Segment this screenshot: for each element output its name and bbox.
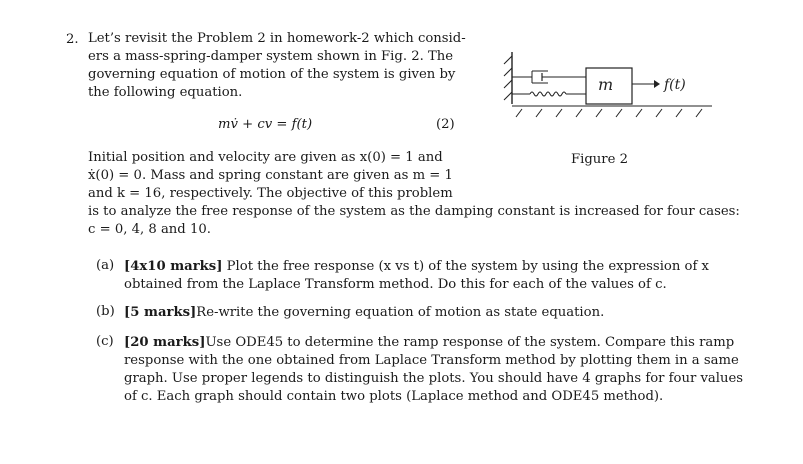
- ground-hatch: [636, 109, 642, 117]
- ground-hatch: [536, 109, 542, 117]
- part-a-line-1: [124, 258, 709, 276]
- ground-hatch: [596, 109, 602, 117]
- ground-hatch: [576, 109, 582, 117]
- part-b-line-1: [124, 304, 604, 322]
- equation-number: (2): [436, 117, 455, 132]
- wall-hatch: [504, 92, 512, 100]
- ground-hatch: [616, 109, 622, 117]
- problem-text-line: ẋ(0) = 0. Mass and spring constant are given as m = 1: [88, 168, 453, 183]
- ground-hatch: [656, 109, 662, 117]
- part-text: Plot the free response (x vs t) of the system by using the expression of x: [226, 259, 709, 274]
- part-marks: [20 marks]: [124, 335, 206, 350]
- part-marks: [5 marks]: [124, 305, 197, 320]
- problem-text-line: is to analyze the free response of the system as the damping constant is increased for four cases:: [88, 204, 740, 219]
- figure-caption: Figure 2: [571, 152, 628, 167]
- part-label: (c): [96, 334, 114, 349]
- governing-equation: mv̇ + cv = f(t): [218, 117, 313, 132]
- problem-text-line: governing equation of motion of the system is given by: [88, 67, 456, 82]
- force-arrowhead: [654, 80, 660, 88]
- problem-text-line: Initial position and velocity are given as x(0) = 1 and: [88, 150, 443, 165]
- ground-hatch: [516, 109, 522, 117]
- problem-text-line: c = 0, 4, 8 and 10.: [88, 222, 211, 237]
- spring-coil: [530, 92, 566, 96]
- part-text: response with the one obtained from Laplace Transform method by plotting them in a same: [124, 353, 739, 368]
- problem-number: 2.: [66, 32, 79, 47]
- mass-label: m: [598, 75, 614, 94]
- part-text: of c. Each graph should contain two plots (Laplace method and ODE45 method).: [124, 389, 664, 404]
- wall-hatch: [504, 80, 512, 88]
- part-text: Re-write the governing equation of motion as state equation.: [196, 305, 605, 320]
- problem-text-line: Let’s revisit the Problem 2 in homework-2 which consid-: [88, 31, 466, 46]
- wall-hatch: [504, 56, 512, 64]
- part-marks: [4x10 marks]: [124, 259, 223, 274]
- part-text: Use ODE45 to determine the ramp response of the system. Compare this ramp: [205, 335, 735, 350]
- problem-text-line: ers a mass-spring-damper system shown in Fig. 2. The: [88, 49, 454, 64]
- mass-spring-damper-figure: [490, 42, 720, 137]
- wall-hatch: [504, 68, 512, 76]
- part-label: (a): [96, 258, 115, 273]
- part-c-line-1: [124, 334, 734, 352]
- problem-text-line: and k = 16, respectively. The objective of this problem: [88, 186, 453, 201]
- part-text: obtained from the Laplace Transform method. Do this for each of the values of c.: [124, 277, 667, 292]
- ground-hatch: [696, 109, 702, 117]
- part-text: graph. Use proper legends to distinguish the plots. You should have 4 graphs for four values: [124, 371, 744, 386]
- ground-hatch: [556, 109, 562, 117]
- problem-text-line: the following equation.: [88, 85, 243, 100]
- part-label: (b): [96, 304, 115, 319]
- ground-hatch: [676, 109, 682, 117]
- force-label: f(t): [664, 77, 686, 93]
